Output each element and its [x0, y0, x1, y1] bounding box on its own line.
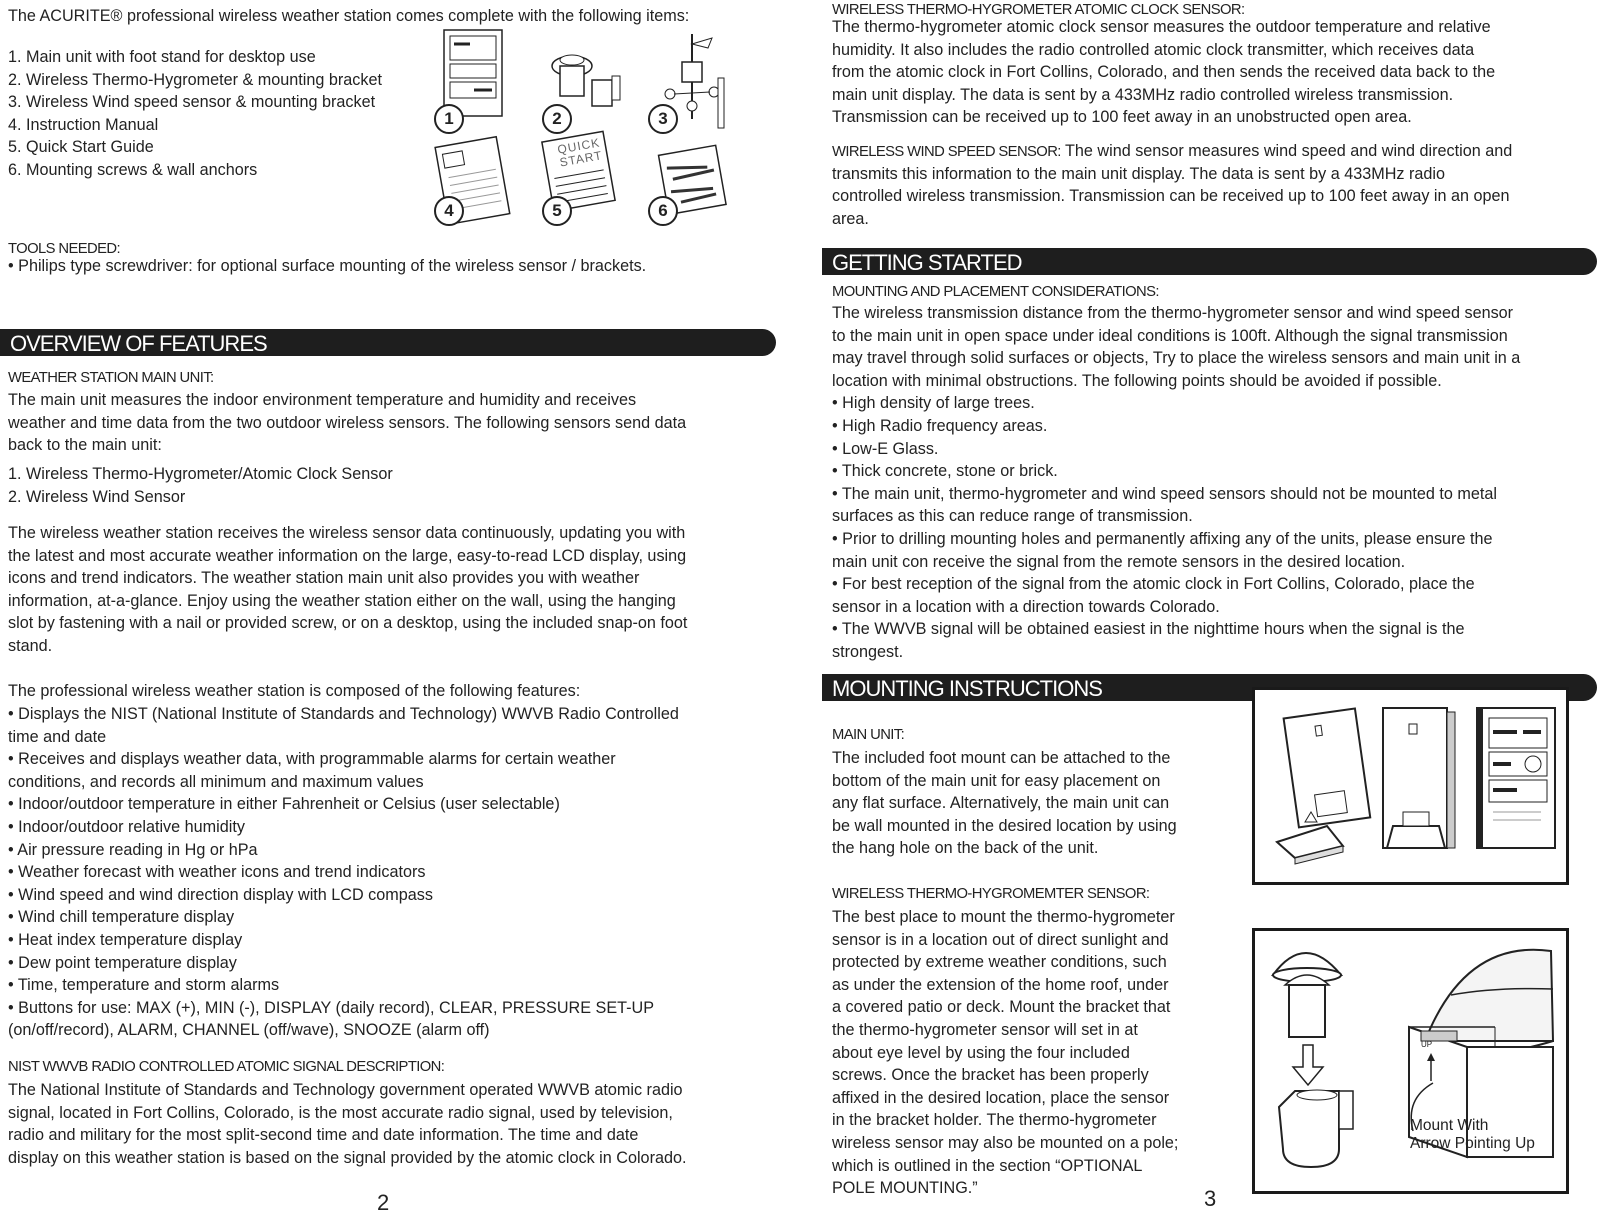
- page-number: 2: [377, 1190, 390, 1215]
- list-item: • Indoor/outdoor temperature in either Fahrenheit or Celsius (user selectable): [8, 795, 560, 814]
- item-number-badge: 4: [434, 196, 464, 226]
- included-items-illustration: [430, 24, 765, 234]
- main-unit-mount-description: [832, 747, 1177, 860]
- text-line: in the bracket holder. The thermo-hygrometer: [832, 1111, 1157, 1130]
- list-item: 3. Wireless Wind speed sensor & mounting bracket: [8, 93, 376, 112]
- included-items-list: [8, 46, 382, 182]
- text-line: • Prior to drilling mounting holes and permanently affixing any of the units, please ensure the: [832, 529, 1493, 548]
- page-number: 3: [1204, 1186, 1217, 1211]
- text-line: POLE MOUNTING.”: [832, 1179, 978, 1198]
- text-line: Transmission can be received up to 100 feet away in an unobstructed open area.: [832, 108, 1412, 127]
- section-title: OVERVIEW OF FEATURES: [10, 331, 267, 356]
- sensor-mounting-figure: [1252, 928, 1569, 1194]
- text-span: The wind sensor measures wind speed and wind direction and: [1060, 142, 1513, 160]
- list-item: • Indoor/outdoor relative humidity: [8, 817, 245, 836]
- thermo-sensor-description: [832, 16, 1495, 129]
- text-line: The best place to mount the thermo-hygrometer: [832, 908, 1175, 926]
- text-line: to the main unit in open space under ideal conditions is 100ft. Although the signal transmission: [832, 326, 1508, 345]
- text-line: protected by extreme weather conditions, such: [832, 953, 1167, 972]
- text-line: about eye level by using the four included: [832, 1043, 1130, 1062]
- item-number-badge: 3: [648, 104, 678, 134]
- up-label: UP: [1421, 1040, 1433, 1049]
- text-line: sensor in a location with a direction towards Colorado.: [832, 597, 1220, 616]
- item-number-badge: 6: [648, 196, 678, 226]
- text-line: main unit display. The data is sent by a 433MHz radio controlled wireless transmission.: [832, 85, 1454, 104]
- tools-heading: TOOLS NEEDED:: [8, 241, 120, 257]
- list-item: 1. Wireless Thermo-Hygrometer/Atomic Clock Sensor: [8, 465, 393, 483]
- list-item: 6. Mounting screws & wall anchors: [8, 160, 258, 179]
- list-item: • Dew point temperature display: [8, 953, 237, 972]
- text-line: from the atomic clock in Fort Collins, Colorado, and then sends the received data back to the: [832, 63, 1496, 82]
- item-number-badge: 1: [434, 104, 464, 134]
- sensor-mount-description: [832, 906, 1178, 1200]
- list-item: conditions, and records all minimum and maximum values: [8, 772, 424, 791]
- text-line: The thermo-hygrometer atomic clock sensor measures the outdoor temperature and relative: [832, 18, 1491, 36]
- text-line: the latest and most accurate weather information on the large, easy-to-read LCD display, using: [8, 546, 687, 565]
- text-line: stand.: [8, 636, 53, 655]
- list-item: 5. Quick Start Guide: [8, 138, 154, 157]
- placement-description: [832, 302, 1520, 664]
- text-line: • Thick concrete, stone or brick.: [832, 462, 1058, 481]
- text-line: strongest.: [832, 642, 904, 661]
- wind-sensor-heading: WIRELESS WIND SPEED SENSOR:: [832, 144, 1061, 160]
- text-line: The wireless transmission distance from the thermo-hygrometer sensor and wind speed sensor: [832, 304, 1514, 322]
- text-line: main unit con receive the signal from the remote sensors in the desired location.: [832, 552, 1406, 571]
- text-line: • For best reception of the signal from the atomic clock in Fort Collins, Colorado, place the: [832, 575, 1475, 594]
- quick-start-label: QUICK START: [556, 135, 604, 170]
- text-line: the hang hole on the back of the unit.: [832, 839, 1099, 858]
- text-line: The wireless weather station receives the wireless sensor data continuously, updating you with: [8, 524, 686, 542]
- text-line: The National Institute of Standards and Technology government operated WWVB atomic radio: [8, 1081, 683, 1099]
- text-line: back to the main unit:: [8, 436, 162, 455]
- wind-sensor-description: [832, 140, 1512, 230]
- text-line: any flat surface. Alternatively, the main unit can: [832, 794, 1170, 813]
- text-line: information, at-a-glance. Enjoy using the weather station either on the wall, using the hanging: [8, 591, 676, 610]
- text-line: The main unit measures the indoor environment temperature and humidity and receives: [8, 391, 637, 409]
- text-line: transmits this information to the main unit display. The data is sent by a 433MHz radio: [832, 164, 1446, 183]
- list-item: 1. Main unit with foot stand for desktop use: [8, 48, 316, 66]
- text-line: slot by fastening with a nail or provided screw, or on a desktop, using the included snap-on foot: [8, 614, 688, 633]
- main-unit-mounting-figure: [1252, 687, 1569, 885]
- main-unit-mounting-drawing: [1255, 690, 1566, 882]
- list-item: • Weather forecast with weather icons and trend indicators: [8, 863, 426, 882]
- text-line: weather and time data from the two outdoor wireless sensors. The following sensors send data: [8, 413, 687, 432]
- text-line: icons and trend indicators. The weather station main unit also provides you with weather: [8, 569, 640, 588]
- getting-started-section-header: [822, 248, 1597, 275]
- text-line: bottom of the main unit for easy placement on: [832, 771, 1161, 790]
- tools-text: • Philips type screwdriver: for optional surface mounting of the wireless sensor / brackets.: [8, 257, 647, 275]
- main-unit-mount-heading: MAIN UNIT:: [832, 727, 905, 743]
- list-item: • Wind chill temperature display: [8, 908, 235, 927]
- text-line: surfaces as this can reduce range of transmission.: [832, 507, 1193, 526]
- section-title: MOUNTING INSTRUCTIONS: [832, 676, 1102, 701]
- sensor-list: [8, 463, 393, 508]
- caption-line: Arrow Pointing Up: [1410, 1135, 1535, 1152]
- text-line: be wall mounted in the desired location by using: [832, 816, 1177, 835]
- thermo-sensor-heading: WIRELESS THERMO-HYGROMETER ATOMIC CLOCK SENSOR:: [832, 2, 1245, 18]
- main-unit-description: [8, 389, 686, 457]
- text-line: affixed in the desired location, place the sensor: [832, 1088, 1170, 1107]
- text-line: screws. Once the bracket has been properly: [832, 1066, 1149, 1085]
- item-number-badge: 2: [542, 104, 572, 134]
- text-line: • The main unit, thermo-hygrometer and wind speed sensors should not be mounted to metal: [832, 484, 1497, 503]
- list-item: • Heat index temperature display: [8, 930, 243, 949]
- list-item: (on/off/record), ALARM, CHANNEL (off/wave), SNOOZE (alarm off): [8, 1021, 490, 1040]
- sensor-mount-heading: WIRELESS THERMO-HYGROMEMTER SENSOR:: [832, 886, 1150, 902]
- text-line: • Low-E Glass.: [832, 439, 939, 458]
- nist-heading: NIST WWVB RADIO CONTROLLED ATOMIC SIGNAL DESCRIPTION:: [8, 1059, 445, 1075]
- overview-section-header: [0, 329, 776, 356]
- features-list: [8, 703, 679, 1042]
- receives-description: [8, 522, 687, 658]
- text-line: • The WWVB signal will be obtained easiest in the nighttime hours when the signal is the: [832, 620, 1465, 639]
- text-line: display on this weather station is based on the signal provided by the atomic clock in Colorado.: [8, 1148, 687, 1167]
- composed-text: The professional wireless weather station is composed of the following features:: [8, 682, 581, 700]
- text-line: The included foot mount can be attached to the: [832, 749, 1171, 767]
- list-item: 4. Instruction Manual: [8, 115, 159, 134]
- text-line: as under the extension of the home roof, under: [832, 975, 1169, 994]
- text-line: may travel through solid surfaces or objects, Try to place the wireless sensors and main unit in a: [832, 349, 1521, 368]
- text-line: which is outlined in the section “OPTIONAL: [832, 1156, 1143, 1175]
- list-item: 2. Wireless Wind Sensor: [8, 487, 186, 506]
- list-item: • Buttons for use: MAX (+), MIN (-), DISPLAY (daily record), CLEAR, PRESSURE SET-UP: [8, 998, 654, 1017]
- list-item: • Displays the NIST (National Institute of Standards and Technology) WWVB Radio Controlled: [8, 705, 679, 723]
- text-line: • High Radio frequency areas.: [832, 416, 1048, 435]
- list-item: • Time, temperature and storm alarms: [8, 976, 280, 995]
- caption-line: Mount With: [1410, 1117, 1489, 1134]
- text-line: radio and military for the most split-second time and date information. The time and date: [8, 1126, 639, 1145]
- text-line: a covered patio or deck. Mount the bracket that: [832, 998, 1171, 1017]
- intro-text: The ACURITE® professional wireless weather station comes complete with the following items:: [8, 7, 690, 25]
- item-number-badge: 5: [542, 196, 572, 226]
- text-line: area.: [832, 209, 869, 228]
- text-line: location with minimal obstructions. The following points should be avoided if possible.: [832, 371, 1442, 390]
- placement-heading: MOUNTING AND PLACEMENT CONSIDERATIONS:: [832, 284, 1159, 300]
- list-item: 2. Wireless Thermo-Hygrometer & mounting bracket: [8, 70, 382, 89]
- text-line: wireless sensor may also be mounted on a pole;: [832, 1133, 1179, 1152]
- text-line: controlled wireless transmission. Transmission can be received up to 100 feet away in an open: [832, 187, 1510, 206]
- list-item: • Wind speed and wind direction display with LCD compass: [8, 885, 433, 904]
- list-item: • Air pressure reading in Hg or hPa: [8, 840, 258, 859]
- text-line: the thermo-hygrometer sensor will set in at: [832, 1020, 1138, 1039]
- list-item: time and date: [8, 727, 107, 746]
- text-line: humidity. It also includes the radio controlled atomic clock transmitter, which receives data: [832, 40, 1475, 59]
- main-unit-heading: WEATHER STATION MAIN UNIT:: [8, 370, 214, 386]
- text-line: • High density of large trees.: [832, 394, 1035, 413]
- text-line: [832, 140, 1512, 163]
- list-item: • Receives and displays weather data, with programmable alarms for certain weather: [8, 750, 616, 769]
- items-drawing: [430, 24, 765, 234]
- section-title: GETTING STARTED: [832, 250, 1022, 275]
- text-line: signal, located in Fort Collins, Colorado, is the most accurate radio signal, used by television,: [8, 1103, 673, 1122]
- nist-description: [8, 1079, 686, 1169]
- figure-caption: [1410, 1117, 1535, 1153]
- text-line: sensor is in a location out of direct sunlight and: [832, 930, 1169, 949]
